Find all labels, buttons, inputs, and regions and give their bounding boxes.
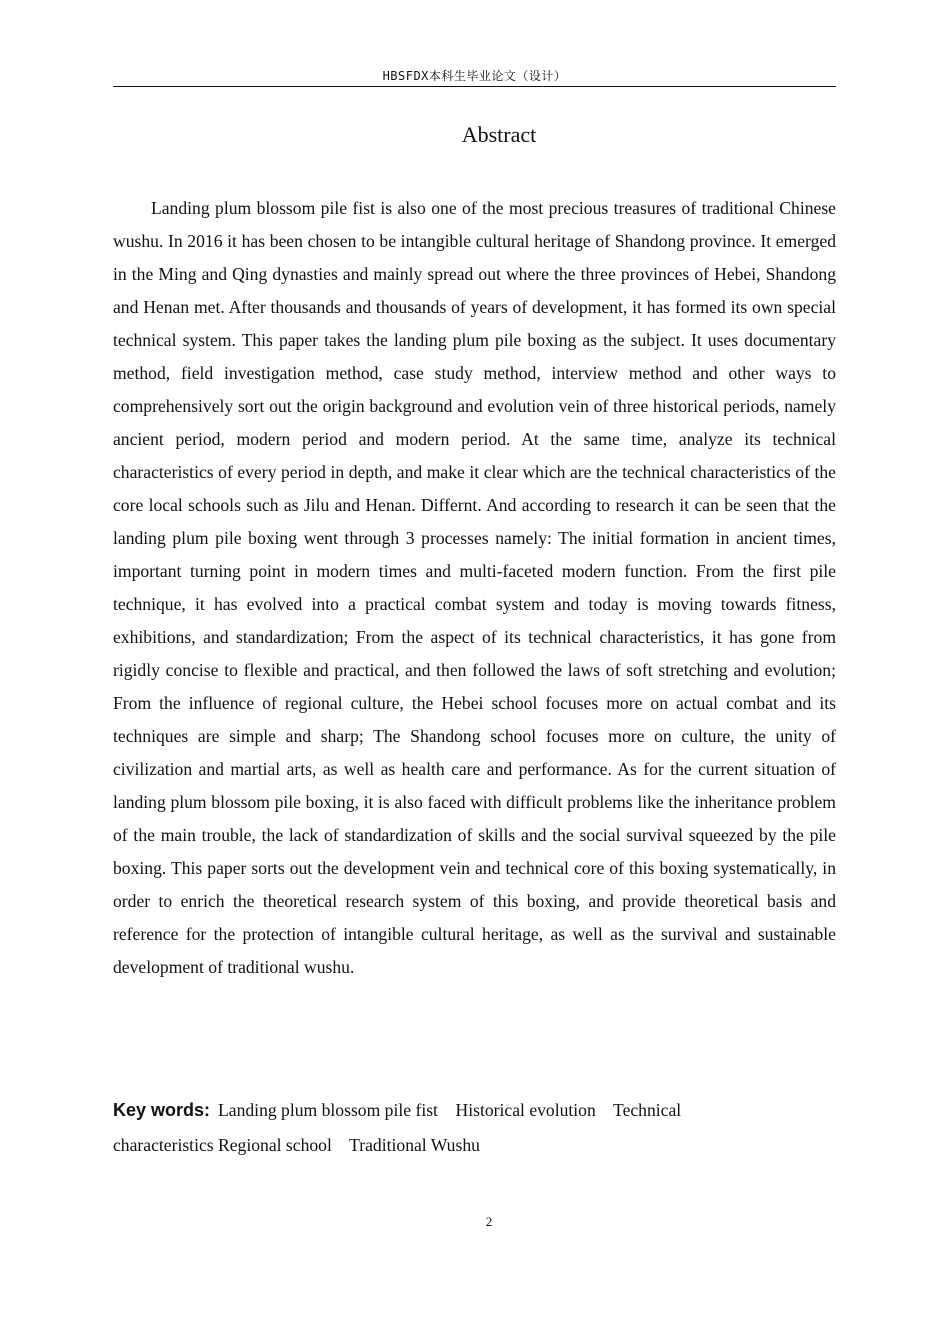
keywords-label: Key words: xyxy=(113,1100,211,1120)
header-divider xyxy=(113,86,836,87)
keywords-text: Landing plum blossom pile fist Historical evolution Technical characteristics Regional school Traditional Wushu xyxy=(113,1100,690,1155)
page-number: 2 xyxy=(485,1214,493,1229)
abstract-body: Landing plum blossom pile fist is also one of the most precious treasures of traditional Chinese wushu. In 2016 it has been chosen to be intangible cultural heritage of Shandong province. It emerged in the Ming and Qing dynasties and mainly spread out where the three provinces of Hebei, Shandong and Henan met. After thousands and thousands of years of development, it has formed its own special technical system. This paper takes the landing plum pile boxing as the subject. It uses documentary method, field investigation method, case study method, interview method and other ways to comprehensively sort out the origin background and evolution vein of three historical periods, namely ancient period, modern period and modern period. At the same time, analyze its technical characteristics of every period in depth, and make it clear which are the technical characteristics of the core local schools such as Jilu and Henan. Differnt. And according to research it can be seen that the landing plum pile boxing went through 3 processes namely: The initial formation in ancient times, important turning point in modern times and multi-faceted modern function. From the first pile technique, it has evolved into a practical combat system and today is moving towards fitness, exhibitions, and standardization; From the aspect of its technical characteristics, it has gone from rigidly concise to flexible and practical, and then followed the laws of soft stretching and evolution; From the influence of regional culture, the Hebei school focuses more on actual combat and its techniques are simple and sharp; The Shandong school focuses more on culture, the unity of civilization and martial arts, as well as health care and performance. As for the current situation of landing plum blossom pile boxing, it is also faced with difficult problems like the inheritance problem of the main trouble, the lack of standardization of skills and the social survival squeezed by the pile boxing. This paper sorts out the development vein and technical core of this boxing systematically, in order to enrich the theoretical research system of this boxing, and provide theoretical basis and reference for the protection of intangible cultural heritage, as well as the survival and sustainable development of traditional wushu. xyxy=(113,198,836,977)
abstract-title: Abstract xyxy=(461,122,537,147)
keywords-section xyxy=(113,1093,753,1163)
page-header: HBSFDX本科生毕业论文（设计） xyxy=(382,69,567,83)
